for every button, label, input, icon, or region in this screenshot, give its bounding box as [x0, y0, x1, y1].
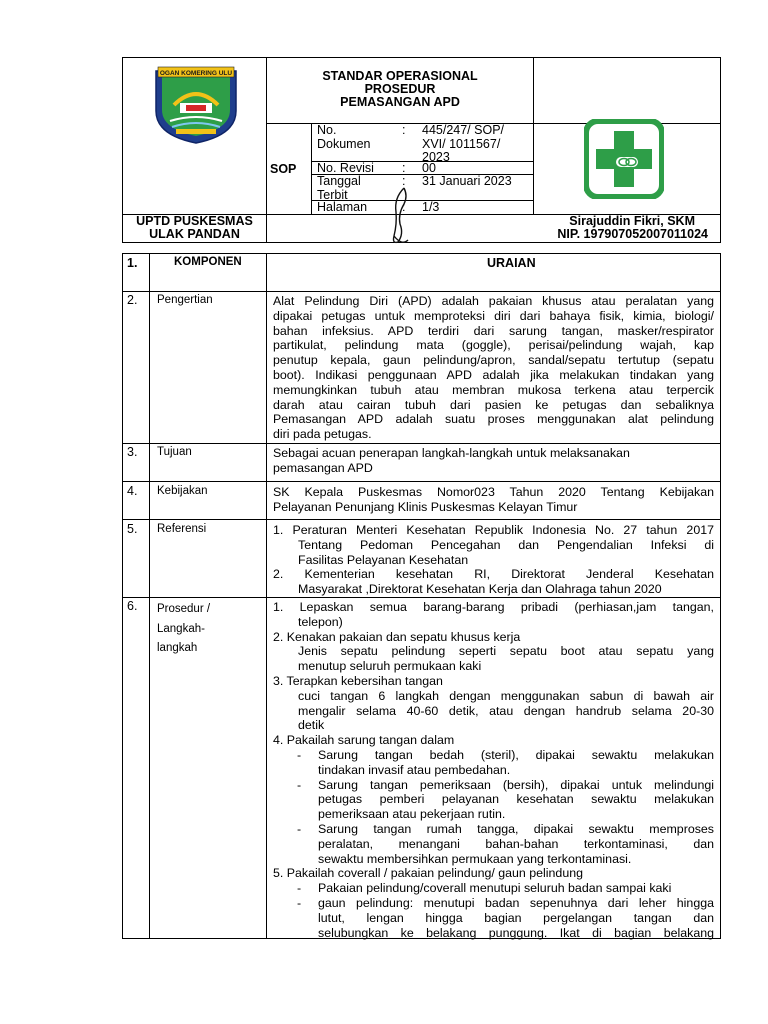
col-komponen-header: KOMPONEN [174, 256, 242, 268]
text-line: boot). Indikasi penggunaan APD adalah jika melakukan tindakan yang [273, 367, 714, 382]
puskesmas-logo [584, 119, 664, 199]
doc-no-label-line: Dokumen [317, 136, 371, 151]
text-line: 5. Pakailah coverall / pakaian pelindung/ gaun pelindung [273, 866, 583, 881]
row-uraian-pengertian [273, 294, 714, 442]
colon: : [402, 123, 406, 137]
row-komponen: Pengertian [157, 294, 213, 306]
revisi-label: No. Revisi [317, 161, 374, 175]
title-line: PROSEDUR [364, 82, 436, 96]
tanggal-label [317, 175, 361, 202]
bullet-item [273, 822, 714, 866]
text-line: darah atau cairan tubuh dari pasien ke petugas dan sebaliknya [273, 397, 714, 412]
text-line: peralatan, menangani bahan-bahan terkontaminasi, dan [318, 836, 714, 851]
document-title [267, 70, 533, 109]
halaman-value: 1/3 [422, 200, 440, 214]
text-line: Sarung tangan bedah (steril), dipakai sewaktu melakukan [318, 747, 714, 762]
text-line: Jenis sepatu pelindung seperti sepatu boot atau sepatu yang [298, 644, 714, 659]
bullet-dash: - [297, 895, 302, 910]
text-line: mengalir selama 40-60 detik, atau dengan handrub selama 20-30 [298, 703, 714, 718]
row-uraian-referensi [273, 523, 714, 597]
bullet-dash: - [297, 747, 302, 762]
text-line: gaun pelindung: menutupi badan sepenuhnya dari leher hingga [318, 895, 714, 910]
text-line: 4. Pakailah sarung tangan dalam [273, 733, 455, 748]
text-line: pemeriksaan atau pekerjaan rutin. [318, 807, 506, 822]
text-line: memungkinkan tubuh atau membran mukosa terkena atau terpercik [273, 382, 714, 397]
col-uraian-header: URAIAN [487, 256, 536, 270]
org-line: ULAK PANDAN [149, 227, 240, 241]
organization-name [123, 215, 266, 241]
text-line: 2. Kenakan pakaian dan sepatu khusus kerja [273, 629, 521, 644]
text-line: Pemasangan APD adalah suatu proses menggunakan alat pelindung [273, 412, 714, 427]
row-komponen: Referensi [157, 523, 207, 535]
komponen-line: Langkah- [157, 622, 205, 635]
text-line: pemasangan APD [273, 460, 373, 475]
text-line: detik [298, 718, 325, 733]
text-line: selubungkan ke belakang punggung. Ikat di bagian belakang [318, 925, 714, 940]
title-line: STANDAR OPERASIONAL [322, 69, 478, 83]
row-komponen [157, 600, 210, 659]
bullet-item [273, 778, 714, 822]
text-line: bahan infeksius. APD terdiri dari sarung tangan, masker/respirator [273, 323, 714, 338]
row-uraian-tujuan [273, 446, 714, 476]
text-line: Sarung tangan rumah tangga, dipakai sewaktu memproses [318, 821, 714, 836]
row-komponen: Kebijakan [157, 485, 208, 497]
doc-no-value-line: 445/247/ SOP/ [422, 123, 505, 137]
title-line: PEMASANGAN APD [340, 95, 460, 109]
text-line: Pakaian pelindung/coverall menutupi seluruh badan sampai kaki [318, 881, 672, 896]
text-line: Sarung tangan pemeriksaan (bersih), dipakai untuk melindungi [318, 777, 714, 792]
komponen-line: langkah [157, 642, 198, 654]
row-number: 4. [127, 484, 138, 498]
text-line: Sebagai acuan penerapan langkah-langkah untuk melaksanakan [273, 446, 630, 460]
bullet-item [273, 748, 714, 778]
row-komponen: Tujuan [157, 446, 192, 458]
signature [384, 184, 424, 250]
row-number: 5. [127, 522, 138, 536]
signer-nip: NIP. 197907052007011024 [557, 227, 708, 241]
text-line: telepon) [298, 614, 343, 629]
regency-logo [150, 65, 242, 145]
halaman-label: Halaman [317, 200, 368, 214]
text-line: 2. Kementerian kesehatan RI, Direktorat Jenderal Kesehatan [273, 567, 714, 582]
text-line: SK Kepala Puskesmas Nomor023 Tahun 2020 Tentang Kebijakan [273, 485, 714, 499]
text-line: 1. Lepaskan semua barang-barang pribadi (perhiasan,jam tangan, [273, 600, 714, 614]
text-line: penutup kepala, gaun pelindung/apron, sandal/sepatu tertutup (sepatu [273, 353, 714, 368]
tanggal-label-line: Terbit [317, 187, 348, 202]
text-line: Tentang Pedoman Pencegahan dan Pengendalian Infeksi di [298, 537, 714, 552]
text-line: cuci tangan 6 langkah dengan menggunakan sabun di bawah air [298, 688, 714, 703]
row-uraian-kebijakan [273, 485, 714, 515]
colon: : [402, 161, 406, 175]
row-number: 3. [127, 445, 138, 459]
sop-label: SOP [270, 162, 297, 176]
doc-no-label-line: No. [317, 123, 337, 137]
colon: : [402, 200, 406, 214]
text-line: Pelayanan Penunjang Klinis Puskesmas Kelayan Timur [273, 499, 578, 514]
bullet-item [273, 896, 714, 940]
revisi-value: 00 [422, 161, 436, 175]
text-line: tindakan invasif atau pembedahan. [318, 762, 511, 777]
tanggal-label-line: Tanggal [317, 174, 361, 188]
signer-name: Sirajuddin Fikri, SKM [569, 214, 695, 228]
text-line: Alat Pelindung Diri (APD) adalah pakaian khusus atau peralatan yang [273, 294, 714, 308]
text-line: lutut, lengan hingga bagian pergelangan tangan dan [318, 910, 714, 925]
text-line: diri pada petugas. [273, 427, 372, 442]
col-no-header: 1. [127, 256, 138, 270]
org-line: UPTD PUSKESMAS [136, 214, 253, 228]
text-line: dipakai petugas untuk memproteksi diri dari bahaya fisik, kimia, biologi/ [273, 308, 714, 323]
text-line: Fasilitas Pelayanan Kesehatan [298, 552, 469, 567]
text-line: Masyarakat ,Direktorat Kesehatan Kerja dan Olahraga tahun 2020 [298, 582, 662, 597]
text-line: partikulat, pelindung mata (goggle), perisai/pelindung wajah, kap [273, 338, 714, 353]
doc-no-value-line: XVI/ 1011567/ [422, 136, 501, 151]
doc-no-value-line: 2023 [422, 150, 450, 164]
row-number: 6. [127, 599, 138, 613]
row-uraian-prosedur [273, 600, 714, 940]
colon: : [402, 174, 406, 188]
bullet-dash: - [297, 777, 302, 792]
row-number: 2. [127, 293, 138, 307]
tanggal-value: 31 Januari 2023 [422, 174, 512, 188]
text-line: menutup seluruh permukaan kaki [298, 659, 482, 674]
komponen-line: Prosedur / [157, 603, 211, 615]
text-line: sewaktu membersihkan permukaan yang terkontaminasi. [318, 851, 632, 866]
bullet-dash: - [297, 881, 302, 896]
doc-no-label [317, 124, 371, 151]
bullet-dash: - [297, 821, 302, 836]
text-line: petugas pemberi pelayanan kesehatan sewaktu melakukan [318, 792, 714, 807]
bullet-item [273, 881, 714, 896]
logo-banner-text: OGAN KOMERING ULU [159, 70, 233, 77]
text-line: 1. Peraturan Menteri Kesehatan Republik Indonesia No. 27 tahun 2017 [273, 523, 714, 537]
text-line: 3. Terapkan kebersihan tangan [273, 673, 443, 688]
signer-block [534, 215, 720, 241]
doc-no-value [422, 124, 504, 165]
